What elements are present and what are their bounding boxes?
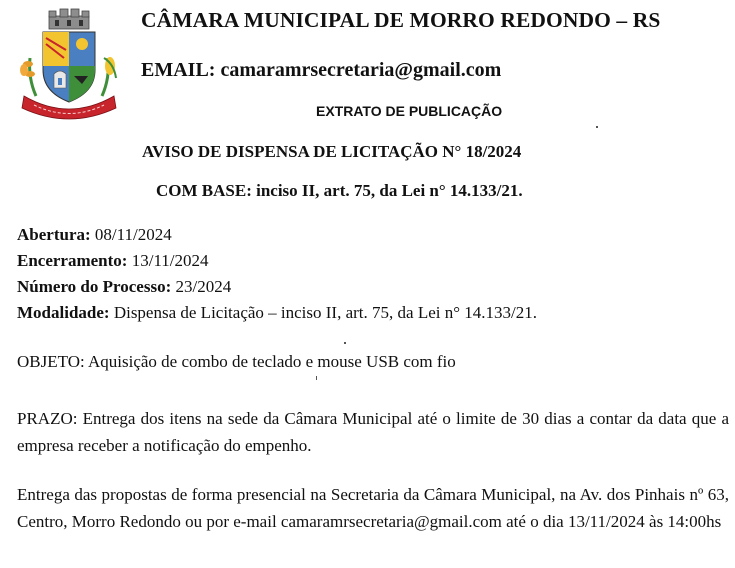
scan-speck (344, 342, 346, 344)
shield-icon (43, 32, 95, 102)
field-abertura (17, 222, 537, 248)
mural-crown-icon (49, 9, 89, 29)
notice-fields (17, 222, 537, 326)
header-title: CÂMARA MUNICIPAL DE MORRO REDONDO – RS (141, 8, 661, 32)
field-modalidade (17, 300, 537, 326)
field-label: Número do Processo: (17, 277, 172, 296)
notice-title: AVISO DE DISPENSA DE LICITAÇÃO N° 18/2024 (142, 142, 522, 161)
corn-branch-icon (102, 57, 116, 96)
legal-basis: COM BASE: inciso II, art. 75, da Lei n° 14.133/21. (156, 181, 523, 200)
objeto-paragraph: OBJETO: Aquisição de combo de teclado e mouse USB com fio (17, 352, 456, 371)
field-value: Dispensa de Licitação – inciso II, art. 75, da Lei n° 14.133/21. (109, 303, 537, 322)
field-value: 23/2024 (171, 277, 232, 296)
scan-speck (596, 126, 598, 128)
wheat-branch-icon (20, 58, 36, 96)
entrega-paragraph: Entrega das propostas de forma presencial na Secretaria da Câmara Municipal, na Av. dos Pinhais nº 63, Centro, Morro Redondo ou por e-mail camaramrsecretaria@gmail.com até o dia 13/11/2024 às 14:00hs (17, 485, 729, 531)
scan-speck (316, 376, 317, 380)
header-email: EMAIL: camaramrsecretaria@gmail.com (141, 59, 502, 81)
field-label: Abertura: (17, 225, 91, 244)
field-label: Modalidade: (17, 303, 110, 322)
field-value: 08/11/2024 (90, 225, 172, 244)
field-encerramento (17, 248, 537, 274)
field-label: Encerramento: (17, 251, 128, 270)
prazo-paragraph: PRAZO: Entrega dos itens na sede da Câmara Municipal até o limite de 30 dias a contar da data que a empresa receber a notificação do empenho. (17, 409, 729, 455)
field-numero-processo (17, 274, 537, 300)
field-value: 13/11/2024 (127, 251, 209, 270)
publication-kicker: EXTRATO DE PUBLICAÇÃO (316, 103, 503, 119)
municipal-coat-of-arms (16, 8, 122, 126)
